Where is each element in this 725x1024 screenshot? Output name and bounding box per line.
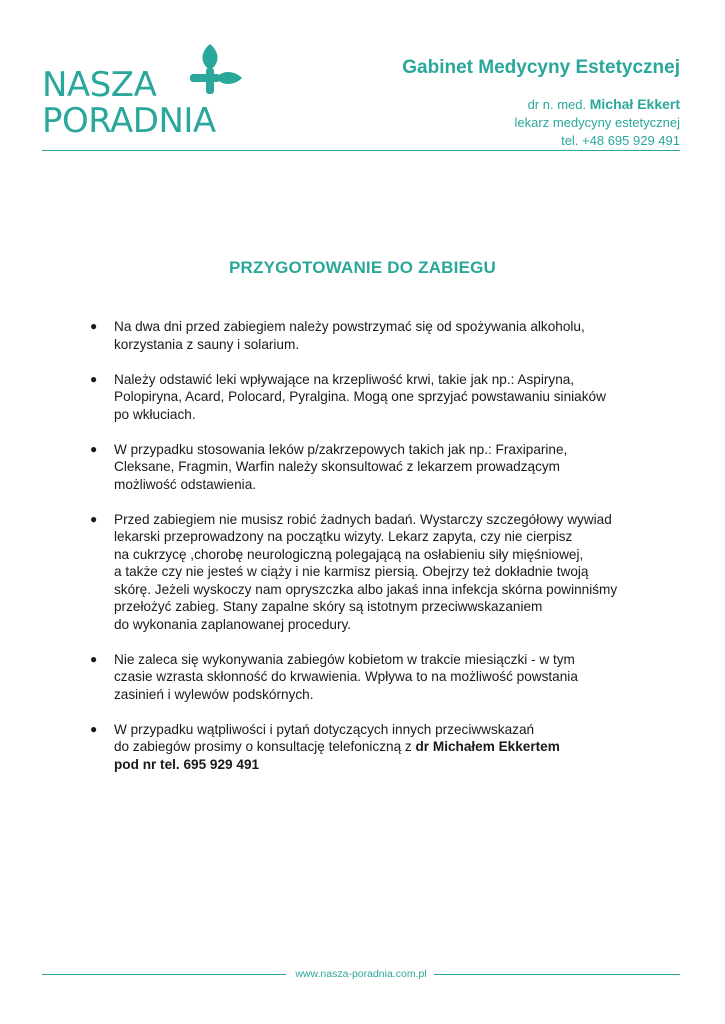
item-line: Cleksane, Fragmin, Warfin należy skonsultować z lekarzem prowadzącym	[114, 459, 560, 474]
doctor-contact-phone: pod nr tel. 695 929 491	[114, 756, 260, 772]
item-line: Polopiryna, Acard, Polocard, Pyralgina. Mogą one sprzyjać powstawaniu siniaków	[114, 389, 606, 404]
item-line	[114, 738, 648, 756]
doctor-contact-name: dr Michałem Ekkertem	[415, 739, 560, 754]
item-line: zasinień i wylewów podskórnych.	[114, 686, 314, 702]
header-phone: tel. +48 695 929 491	[561, 133, 680, 148]
logo-text-line2: PORADNIA	[42, 101, 216, 141]
footer-divider-right	[434, 974, 680, 975]
bullet-icon: ●	[90, 511, 98, 526]
item-line: przełożyć zabieg. Stany zapalne skóry są istotnym przeciwwskazaniem	[114, 599, 543, 614]
item-text: do zabiegów prosimy o konsultację telefoniczną z	[114, 739, 416, 754]
leaf-cross-icon	[162, 42, 244, 102]
item-line: W przypadku stosowania leków p/zakrzepowych takich jak np.: Fraxiparine,	[114, 441, 568, 457]
header-divider	[42, 150, 680, 151]
list-item	[88, 441, 648, 494]
bullet-icon: ●	[90, 319, 98, 333]
item-line	[114, 756, 648, 774]
item-line: możliwość odstawienia.	[114, 476, 257, 492]
footer	[42, 966, 680, 982]
document-title: PRZYGOTOWANIE DO ZABIEGU	[228, 258, 497, 277]
item-line: Przed zabiegiem nie musisz robić żadnych badań. Wystarczy szczegółowy wywiad	[114, 511, 612, 527]
item-line: W przypadku wątpliwości i pytań dotyczących innych przeciwwskazań	[114, 721, 535, 737]
logo-text-line1: NASZA	[42, 65, 157, 105]
item-line: korzystania z sauny i solarium.	[114, 336, 300, 352]
doctor-line	[402, 95, 680, 114]
instructions-list	[88, 318, 648, 791]
clinic-name: Gabinet Medycyny Estetycznej	[402, 57, 680, 78]
list-item	[88, 721, 648, 774]
bullet-icon: ●	[90, 371, 98, 386]
footer-website-link[interactable]: www.nasza-poradnia.com.pl	[295, 968, 427, 980]
item-line: a także czy nie jesteś w ciąży i nie karmisz piersią. Obejrzy też dokładnie twoją	[114, 564, 589, 579]
item-line: Nie zaleca się wykonywania zabiegów kobietom w trakcie miesiączki - w tym	[114, 651, 575, 667]
bullet-icon: ●	[90, 721, 98, 736]
item-line: na cukrzycę ,chorobę neurologiczną polegającą na osłabieniu siły mięśniowej,	[114, 546, 584, 562]
list-item	[88, 318, 648, 353]
item-line: lekarski przeprowadzony na początku wizyty. Lekarz zapyta, czy nie cierpisz	[114, 529, 573, 544]
item-line: do wykonania zaplanowanej procedury.	[114, 616, 352, 632]
list-item	[88, 511, 648, 634]
list-item	[88, 371, 648, 424]
logo	[42, 42, 242, 142]
bullet-icon: ●	[90, 651, 98, 666]
doctor-prefix: dr n. med.	[527, 97, 587, 112]
header-contact	[402, 56, 680, 150]
item-line: Na dwa dni przed zabiegiem należy powstrzymać się od spożywania alkoholu,	[114, 319, 585, 334]
list-item	[88, 651, 648, 704]
doctor-specialization: lekarz medycyny estetycznej	[514, 115, 680, 130]
item-line: czasie wzrasta skłonność do krwawienia. Wpływa to na możliwość powstania	[114, 669, 578, 684]
bullet-icon: ●	[90, 441, 98, 456]
item-line: Należy odstawić leki wpływające na krzepliwość krwi, takie jak np.: Aspiryna,	[114, 371, 575, 387]
item-line: skórę. Jeżeli wyskoczy nam opryszczka albo jakaś inna infekcja skórna powinniśmy	[114, 581, 618, 597]
doctor-name: Michał Ekkert	[589, 96, 680, 112]
item-line: po wkłuciach.	[114, 406, 196, 422]
